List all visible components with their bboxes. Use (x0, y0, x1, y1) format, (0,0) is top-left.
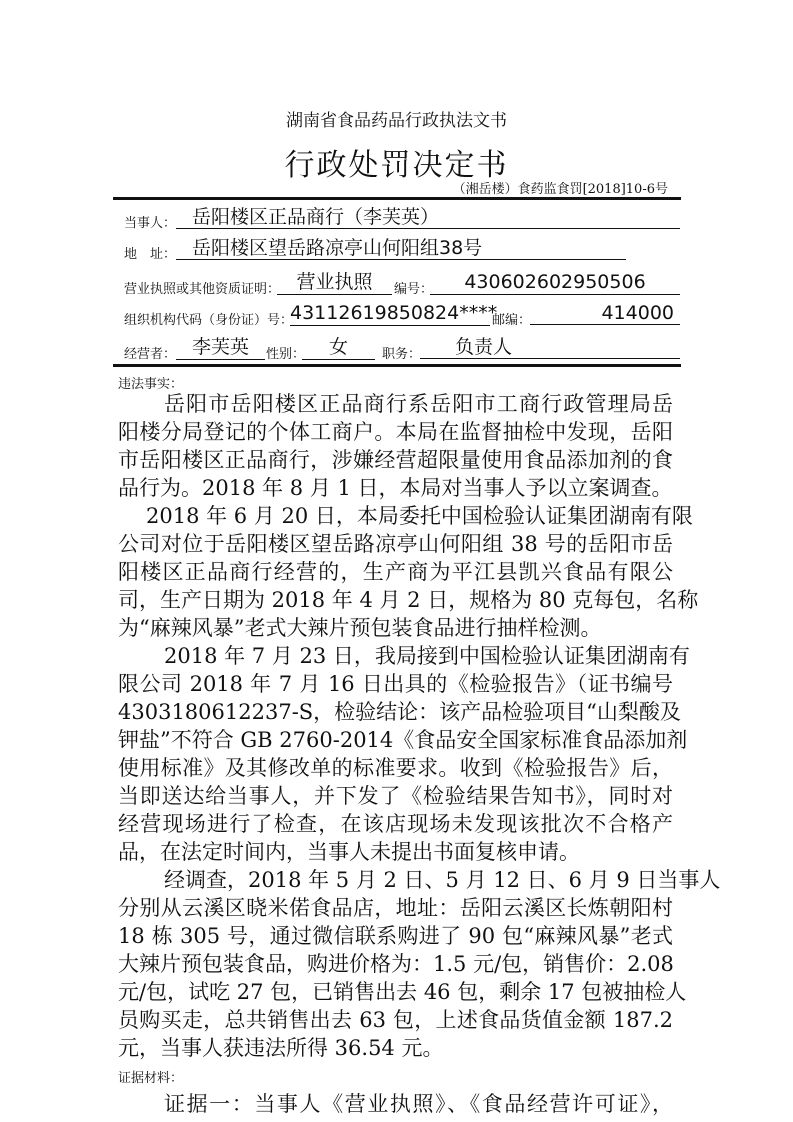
text-line: 市岳阳楼区正品商行，涉嫌经营超限量使用食品添加剂的食 (118, 448, 673, 472)
text-line: 阳楼分局登记的个体工商户。本局在监督抽检中发现，岳阳 (118, 420, 673, 444)
text-line: 2018 年 7 月 23 日，我局接到中国检验认证集团湖南有 (164, 644, 690, 668)
text-line: 岳阳市岳阳楼区正品商行系岳阳市工商行政管理局岳 (164, 392, 673, 416)
address-value: 岳阳楼区望岳路凉亭山何阳组38号 (176, 236, 626, 260)
text-line: 元，当事人获违法所得 36.54 元。 (118, 1036, 444, 1060)
document-title: 行政处罚决定书 (284, 148, 509, 183)
text-line: 司，生产日期为 2018 年 4 月 2 日，规格为 80 克每包，名称 (118, 588, 699, 612)
evidence-label: 证据材料： (118, 1071, 184, 1086)
text-line: 18 栋 305 号，通过微信联系购进了 90 包“麻辣风暴”老式 (118, 924, 673, 948)
operator-value: 李芙英 (176, 335, 265, 360)
position-label: 职务： (382, 347, 422, 362)
text-line: 使用标准》及其修改单的标准要求。收到《检验报告》后， (118, 756, 673, 780)
text-line: 元/包，试吃 27 包，已销售出去 46 包，剩余 17 包被抽检人 (118, 980, 687, 1004)
text-line: 员购买走，总共销售出去 63 包，上述食品货值金额 187.2 (118, 1008, 673, 1032)
top-divider (113, 197, 681, 200)
agency-heading: 湖南省食品药品行政执法文书 (286, 111, 507, 131)
text-line: 品，在法定时间内，当事人未提出书面复核申请。 (118, 840, 580, 864)
postcode-value: 414000 (530, 301, 680, 325)
address-label: 地 址： (124, 247, 177, 262)
text-line: 4303180612237-S，检验结论：该产品检验项目“山梨酸及 (118, 700, 681, 724)
license-label: 营业执照或其他资质证明： (124, 282, 281, 297)
facts-label: 违法事实： (118, 377, 184, 392)
evidence-line: 证据一：当事人《营业执照》、《食品经营许可证》， (164, 1092, 673, 1116)
text-line: 经调查，2018 年 5 月 2 日、5 月 12 日、6 月 9 日当事人 (164, 868, 721, 892)
gender-value: 女 (302, 335, 375, 360)
gender-label: 性别： (266, 347, 306, 362)
text-line: 2018 年 6 月 20 日，本局委托中国检验认证集团湖南有限 (146, 504, 693, 528)
text-line: 钾盐”不符合 GB 2760-2014《食品安全国家标准食品添加剂 (118, 728, 688, 752)
text-line: 限公司 2018 年 7 月 16 日出具的《检验报告》（证书编号 (118, 672, 673, 696)
bottom-divider (113, 364, 681, 367)
position-value: 负责人 (420, 335, 680, 359)
text-line: 阳楼区正品商行经营的，生产商为平江县凯兴食品有限公 (118, 560, 673, 584)
text-line: 为“麻辣风暴”老式大辣片预包装食品进行抽样检测。 (118, 616, 602, 640)
text-line: 大辣片预包装食品，购进价格为：1.5 元/包，销售价：2.08 (118, 952, 674, 976)
reference-number: （湘岳楼）食药监食罚[2018]10-6号 (452, 182, 668, 197)
license-no-label: 编号： (394, 282, 434, 297)
license-value: 营业执照 (277, 270, 392, 295)
text-line: 分别从云溪区晓米偌食品店，地址：岳阳云溪区长炼朝阳村 (118, 896, 673, 920)
license-no-value: 430602602950506 (430, 270, 680, 295)
text-line: 当即送达给当事人，并下发了《检验结果告知书》，同时对 (118, 784, 673, 808)
id-value: 43112619850824**** (290, 302, 498, 324)
operator-label: 经营者： (124, 347, 177, 362)
id-label: 组织机构代码（身份证）号： (124, 313, 294, 328)
party-label: 当事人： (124, 216, 177, 231)
postcode-label: 邮编： (492, 313, 532, 328)
text-line: 品行为。2018 年 8 月 1 日，本局对当事人予以立案调查。 (118, 476, 673, 500)
text-line: 经营现场进行了检查，在该店现场未发现该批次不合格产 (118, 812, 673, 836)
party-value: 岳阳楼区正品商行（李芙英） (176, 205, 680, 229)
text-line: 公司对位于岳阳楼区望岳路凉亭山何阳组 38 号的岳阳市岳 (118, 532, 673, 556)
